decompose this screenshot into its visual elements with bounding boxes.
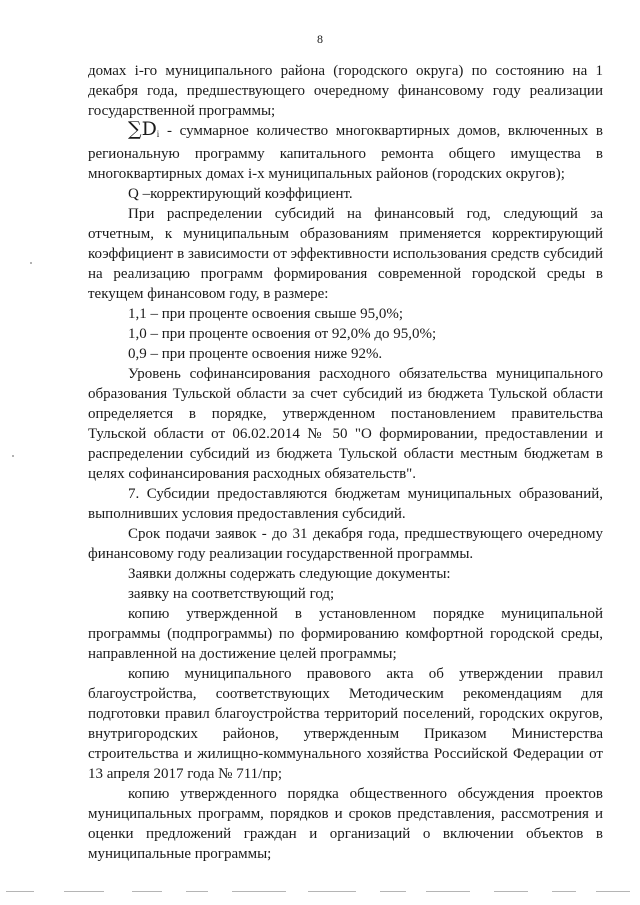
paragraph-10: Срок подачи заявок - до 31 декабря года, предшествующего очередному финансовому году реализации государственной программы. — [88, 526, 603, 562]
paragraph-15: копию утвержденного порядка общественного обсуждения проектов муниципальных программ, порядков и сроков представления, рассмотрения и оценки предложений граждан и организаций о включении объектов в муниципальные программы; — [88, 786, 603, 862]
scan-mark — [132, 891, 162, 892]
paragraph-4: При распределении субсидий на финансовый год, следующий за отчетным, к муниципальным образованиям применяется корректирующий коэффициент в зависимости от эффективности использования средств субсидий на реализацию программ формирования современной городской среды в текущем финансовом году, в размере: — [88, 206, 603, 302]
paragraph-1: домах i-го муниципального района (городского округа) по состоянию на 1 декабря года, предшествующего очередному финансовому году реализации государственной программы; — [88, 63, 603, 119]
sum-symbol: ∑D — [128, 118, 157, 140]
paragraph-9: 7. Субсидии предоставляются бюджетам муниципальных образований, выполнивших условия предоставления субсидий. — [88, 486, 603, 522]
scan-mark — [380, 891, 406, 892]
paragraph-7: 0,9 – при проценте освоения ниже 92%. — [128, 346, 383, 362]
scan-speck — [12, 455, 14, 457]
paragraph-13: копию утвержденной в установленном порядке муниципальной программы (подпрограммы) по формированию комфортной городской среды, направленной на достижение целей программы; — [88, 606, 603, 662]
scan-mark — [186, 891, 208, 892]
scan-mark — [426, 891, 470, 892]
scan-mark — [552, 891, 576, 892]
paragraph-3: Q –корректирующий коэффициент. — [128, 186, 353, 202]
scan-mark — [596, 891, 630, 892]
paragraph-11: Заявки должны содержать следующие документы: — [128, 566, 451, 582]
paragraph-2-text: - суммарное количество многоквартирных домов, включенных в региональную программу капитального ремонта общего имущества в многоквартирных домах i-х муниципальных районов (городских округов); — [88, 123, 603, 182]
scan-mark — [64, 891, 104, 892]
page-number: 8 — [317, 32, 323, 46]
paragraph-12: заявку на соответствующий год; — [128, 586, 335, 602]
paragraph-14: копию муниципального правового акта об утверждении правил благоустройства, соответствующих Методическим рекомендациям для подготовки правил благоустройства территорий поселений, городских округов, внутригородских районов, утвержденным Приказом Министерства строительства и жилищно-коммунального хозяйства Российской Федерации от 13 апреля 2017 года № 711/пр; — [88, 666, 603, 782]
scan-mark — [6, 891, 34, 892]
paragraph-2-sum-definition — [88, 118, 603, 184]
scan-speck — [30, 262, 32, 264]
scan-edge-marks — [0, 889, 640, 895]
paragraph-5: 1,1 – при проценте освоения свыше 95,0%; — [128, 306, 404, 322]
document-body — [88, 61, 603, 864]
paragraph-6: 1,0 – при проценте освоения от 92,0% до 95,0%; — [128, 326, 437, 342]
paragraph-8: Уровень софинансирования расходного обязательства муниципального образования Тульской области за счет субсидий из бюджета Тульской области определяется в порядке, утвержденном постановлением правительства Тульской области от 06.02.2014 № 50 "О формировании, предоставлении и распределении субсидий из бюджета Тульской области местным бюджетам в целях софинансирования расходных обязательств". — [88, 366, 603, 482]
scan-mark — [308, 891, 356, 892]
sum-subscript: i — [156, 129, 160, 139]
scan-mark — [232, 891, 286, 892]
scan-mark — [494, 891, 528, 892]
